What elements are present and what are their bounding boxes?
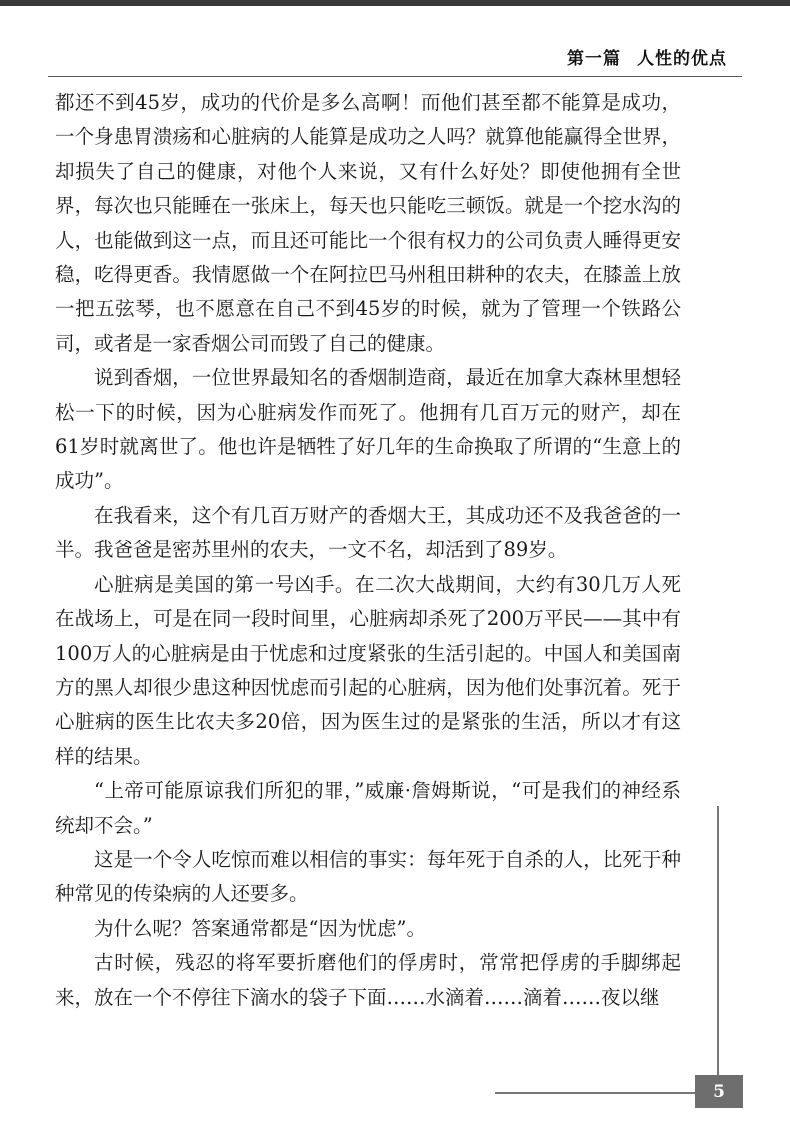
top-border-bar (0, 0, 790, 6)
header-divider (48, 76, 742, 77)
page-number: 5 (695, 1075, 743, 1108)
body-text (55, 86, 681, 1015)
running-header (567, 44, 727, 69)
paragraph: 为什么呢？答案通常都是“因为忧虑”。 (94, 916, 426, 940)
part-label: 第一篇 (567, 49, 621, 69)
paragraph: 在我看来，这个有几百万财产的香烟大王，其成功还不及我爸爸的一半。我爸爸是密苏里州的农夫，一文不名，却活到了89岁。 (55, 503, 681, 562)
paragraph: 都还不到45岁，成功的代价是多么高啊！而他们甚至都不能算是成功，一个身患胃溃疡和心脏病的人能算是成功之人吗？就算他能赢得全世界，却损失了自己的健康，对他个人来说，又有什么好处？即使他拥有全世界，每次也只能睡在一张床上，每天也只能吃三顿饭。就是一个挖水沟的人，也能做到这一点，而且还可能比一个很有权力的公司负责人睡得更安稳，吃得更香。我情愿做一个在阿拉巴马州租田耕种的农夫，在膝盖上放一把五弦琴，也不愿意在自己不到45岁的时候，就为了管理一个铁路公司，或者是一家香烟公司而毁了自己的健康。 (55, 91, 681, 355)
margin-decoration-vertical (717, 806, 719, 1088)
margin-decoration-horizontal (495, 1092, 695, 1094)
paragraph: 古时候，残忍的将军要折磨他们的俘虏时，常常把俘虏的手脚绑起来，放在一个不停往下滴水的袋子下面……水滴着……滴着……夜以继 (55, 951, 681, 1009)
paragraph: 说到香烟，一位世界最知名的香烟制造商，最近在加拿大森林里想轻松一下的时候，因为心脏病发作而死了。他拥有几百万元的财产，却在61岁时就离世了。他也许是牺牲了好几年的生命换取了所谓的“生意上的成功”。 (55, 366, 681, 493)
paragraph: “上帝可能原谅我们所犯的罪，”威廉·詹姆斯说，“可是我们的神经系统却不会。” (55, 779, 681, 837)
paragraph: 这是一个令人吃惊而难以相信的事实：每年死于自杀的人，比死于种种常见的传染病的人还要多。 (55, 847, 681, 906)
chapter-title: 人性的优点 (637, 49, 727, 69)
paragraph: 心脏病是美国的第一号凶手。在二次大战期间，大约有30几万人死在战场上，可是在同一段时间里，心脏病却杀死了200万平民——其中有100万人的心脏病是由于忧虑和过度紧张的生活引起的。中国人和美国南方的黑人却很少患这种因忧虑而引起的心脏病，因为他们处事沉着。死于心脏病的医生比农夫多20倍，因为医生过的是紧张的生活，所以才有这样的结果。 (55, 572, 681, 768)
